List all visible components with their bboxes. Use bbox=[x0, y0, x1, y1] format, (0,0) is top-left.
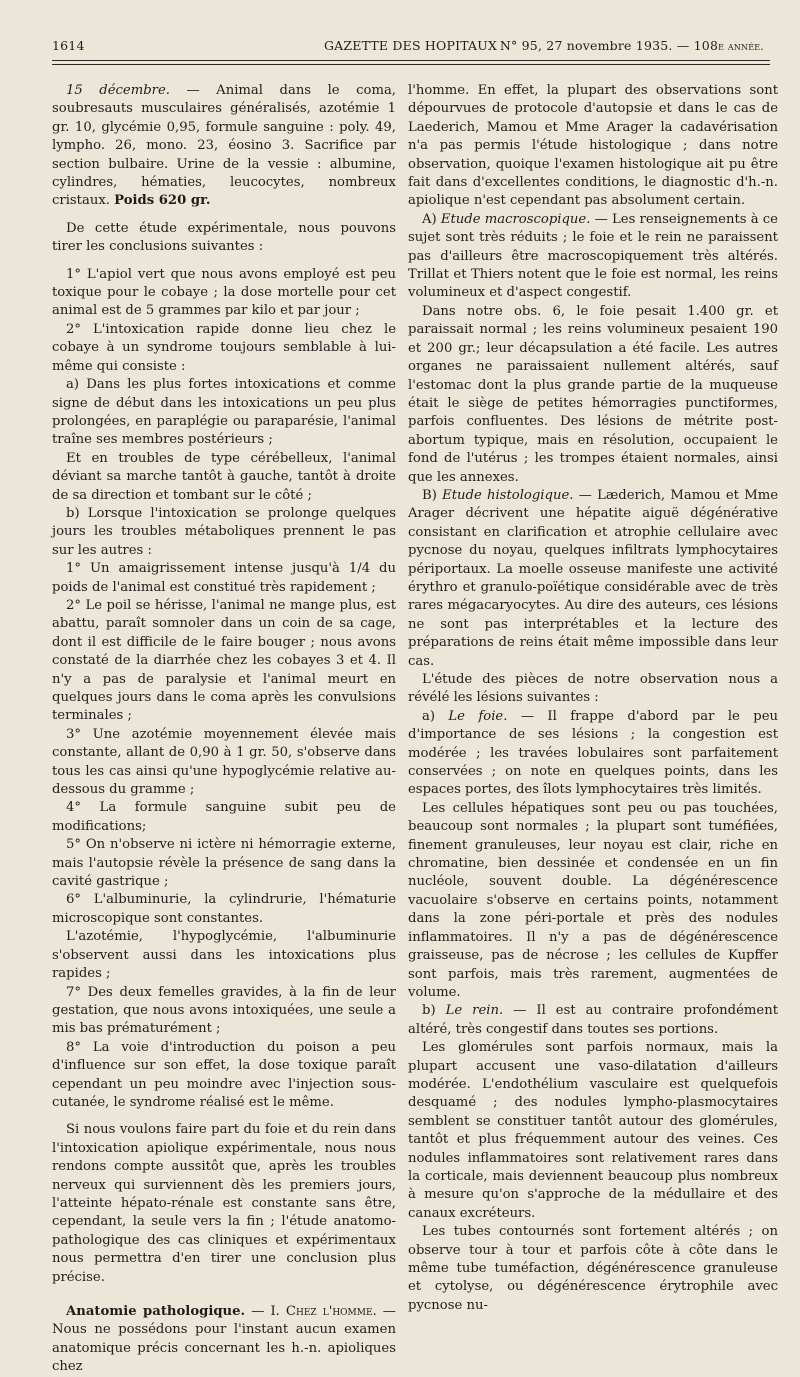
paragraph: Dans notre obs. 6, le foie pesait 1.400 gr. et paraissait normal ; les reins volumineux pesaient 190 et 200 gr.; leur décapsulation a été facile. Les autres organes ne paraissaient nullement altérés, sauf l'estomac dont la plus grande partie de la muqueuse était le siège de petites hémorragies punctiformes, parfois confluentes. Des lésions de métrite post-abortum typique, mais en résolution, occupaient le fond de l'utérus ; les trompes étaient normales, ainsi que les annexes. bbox=[408, 303, 778, 485]
paragraph bbox=[408, 708, 778, 800]
paragraph: Les cellules hépatiques sont peu ou pas touchées, beaucoup sont normales ; la plupart sont tuméfiées, finement granuleuses, leur noyau est clair, riche en chromatine, bien dessinée et condensée en un fin nucléole, souvent double. La dégénérescence vacuolaire s'observe en certains points, notamment dans la zone péri-portale et près des nodules inflammatoires. Il n'y a pas de dégénérescence graisseuse, pas de nécrose ; les cellules de Kupffer sont parfois, mais très rarement, augmentées de volume. bbox=[408, 800, 778, 1000]
paragraph-text: — Nous ne possédons pour l'instant aucun examen anatomique précis concernant les h.-n. apioliques chez bbox=[52, 1304, 396, 1375]
paragraph: 2° Le poil se hérisse, l'animal ne mange plus, est abattu, paraît somnoler dans un coin de sa cage, dont il est difficile de le faire bouger ; nous avons constaté de la diarrhée chez les cobayes 3 et 4. Il n'y a pas de paralysie et l'animal meurt en quelques jours dans le coma après les convulsions terminales ; bbox=[52, 597, 396, 724]
paragraph: 6° L'albuminurie, la cylindrurie, l'hématurie microscopique sont constantes. bbox=[52, 892, 396, 926]
right-column bbox=[408, 82, 778, 1315]
issue-year-suffix: e année. bbox=[718, 40, 764, 53]
paragraph-text: — Animal dans le coma, soubresauts musculaires généralisés, azotémie 1 gr. 10, glycémie 0,95, formule sanguine : poly. 49, lympho. 26, mono. 23, éosino 3. Sacrifice par section bulbaire. Urine de la vessie : albumine, cylindres, hématies, leucocytes, nombreux cristaux. bbox=[52, 83, 396, 209]
paragraph: Et en troubles de type cérébelleux, l'animal déviant sa marche tantôt à gauche, tantôt à droite de sa direction et tombant sur le côté ; bbox=[52, 450, 396, 503]
item-label: b) bbox=[422, 1003, 446, 1019]
paragraph-text: — Il frappe d'abord par le peu d'importance de ses lésions ; la congestion est modérée ; les travées lobulaires sont parfaitement conservées ; on note en quelques points, dans les espaces portes, des îlots lymphocytaires très limités. bbox=[408, 708, 778, 798]
paragraph: b) Lorsque l'intoxication se prolonge quelques jours les troubles métaboliques prennent le pas sur les autres : bbox=[52, 505, 396, 558]
issue-info bbox=[500, 38, 764, 53]
weight-label: Poids 620 gr. bbox=[114, 193, 211, 209]
section-heading: Anatomie pathologique. bbox=[66, 1304, 246, 1319]
left-column bbox=[52, 82, 396, 1377]
paragraph: Les glomérules sont parfois normaux, mais la plupart accusent une vaso-dilatation d'ailleurs modérée. L'endothélium vasculaire est quelquefois desquamé ; des nodules lympho-plasmocytaires semblent se constituer tantôt autour des glomérules, tantôt et plus fréquemment autour des veines. Ces nodules inflammatoires sont relativement rares dans la corticale, mais deviennent beaucoup plus nombreux à mesure qu'on s'approche de la médullaire et des canaux excréteurs. bbox=[408, 1040, 778, 1221]
paragraph: 1° L'apiol vert que nous avons employé est peu toxique pour le cobaye ; la dose mortelle pour cet animal est de 5 grammes par kilo et par jour ; bbox=[52, 266, 396, 319]
paragraph-text: — Les renseignements à ce sujet sont très réduits ; le foie et le rein ne paraissent pas d'ailleurs être macroscopiquement très altérés. Trillat et Thiers notent que le foie est normal, les reins volumineux et d'aspect congestif. bbox=[408, 211, 778, 301]
paragraph: 7° Des deux femelles gravides, à la fin de leur gestation, que nous avons intoxiquées, une seule a mis bas prématurément ; bbox=[52, 984, 396, 1037]
paragraph bbox=[408, 211, 778, 303]
paragraph-text: — Il est au contraire profondément altéré, très congestif dans toutes ses portions. bbox=[408, 1003, 778, 1037]
item-label: B) bbox=[422, 487, 443, 503]
section-heading-paragraph bbox=[52, 1303, 396, 1377]
subsection-title: Etude macroscopique. bbox=[440, 211, 591, 227]
paragraph: Si nous voulons faire part du foie et du rein dans l'intoxication apiolique expérimentale, nous nous rendons compte aussitôt que, après les troubles nerveux qui surviennent dès les premiers jours, l'atteinte hépato-rénale est constante sans être, cependant, la seule vers la fin ; l'étude anatomo-pathologique des cas cliniques et expérimentaux nous permettra d'en tirer une conclusion plus précise. bbox=[52, 1122, 396, 1285]
paragraph bbox=[52, 82, 396, 211]
journal-title: GAZETTE DES HOPITAUX bbox=[324, 38, 498, 53]
item-label: A) bbox=[422, 211, 441, 227]
paragraph bbox=[408, 1002, 778, 1039]
subsection-title: Etude histologique. bbox=[442, 487, 574, 503]
paragraph: a) Dans les plus fortes intoxications et comme signe de début dans les intoxications un peu plus prolongées, en paraplégie ou paraparésie, l'animal traîne ses membres postérieurs ; bbox=[52, 377, 396, 448]
subsection-heading: Chez l'homme. bbox=[285, 1304, 377, 1319]
header-rule-bottom bbox=[52, 64, 770, 65]
paragraph: Les tubes contournés sont fortement altérés ; on observe tour à tour et parfois côte à côte dans le même tube tuméfaction, dégénérescence granuleuse et cytolyse, ou dégénérescence érytrophile avec pycnose nu- bbox=[408, 1224, 778, 1313]
page-number: 1614 bbox=[52, 38, 85, 53]
paragraph: 3° Une azotémie moyennement élevée mais constante, allant de 0,90 à 1 gr. 50, s'observe dans tous les cas ainsi qu'une hypoglycémie relative au-dessous du gramme ; bbox=[52, 726, 396, 798]
header-rule-top bbox=[52, 60, 770, 61]
paragraph-text: — Læderich, Mamou et Mme Arager décrivent une hépatite aiguë dégénérative consistant en clarification et atrophie cellulaire avec pycnose du noyau, quelques infiltrats lymphocytaires périportaux. La moelle osseuse manifeste une activité érythro et granulo-poïétique considérable avec de très rares mégacaryocytes. Au dire des auteurs, ces lésions ne sont pas interprétables et la lecture des préparations de reins était même impossible dans leur cas. bbox=[408, 487, 779, 669]
issue-text: N° 95, 27 novembre 1935. — 108 bbox=[499, 38, 719, 53]
paragraph: 4° La formule sanguine subit peu de modifications; bbox=[52, 800, 396, 834]
paragraph: L'étude des pièces de notre observation nous a révélé les lésions suivantes : bbox=[408, 672, 778, 706]
heading-dash: — I. bbox=[245, 1304, 286, 1319]
item-label: a) bbox=[422, 708, 449, 724]
paragraph: De cette étude expérimentale, nous pouvons tirer les conclusions suivantes : bbox=[52, 220, 396, 255]
subsection-title: Le foie. bbox=[448, 708, 508, 724]
paragraph: 1° Un amaigrissement intense jusqu'à 1/4 du poids de l'animal est constitué très rapidement ; bbox=[52, 561, 396, 595]
paragraph: 8° La voie d'introduction du poison a peu d'influence sur son effet, la dose toxique paraît cependant un peu moindre avec l'injection sous-cutanée, le syndrome réalisé est le même. bbox=[52, 1039, 396, 1110]
paragraph: L'azotémie, l'hypoglycémie, l'albuminurie s'observent aussi dans les intoxications plus rapides ; bbox=[52, 929, 396, 982]
paragraph: 5° On n'observe ni ictère ni hémorragie externe, mais l'autopsie révèle la présence de sang dans la cavité gastrique ; bbox=[52, 837, 396, 890]
subsection-title: Le rein. bbox=[445, 1003, 504, 1019]
paragraph: 2° L'intoxication rapide donne lieu chez le cobaye à un syndrome toujours semblable à lui-même qui consiste : bbox=[52, 321, 396, 374]
running-header bbox=[52, 34, 770, 56]
date-label: 15 décembre. bbox=[66, 83, 170, 98]
paragraph bbox=[408, 487, 778, 671]
paragraph: l'homme. En effet, la plupart des observations sont dépourvues de protocole d'autopsie et dans le cas de Laederich, Mamou et Mme Arager la cadavérisation n'a pas permis l'étude histologique ; dans notre observation, quoique l'examen histologique ait pu être fait dans d'excellentes conditions, le diagnostic d'h.-n. apiolique n'est cependant pas absolument certain. bbox=[408, 83, 778, 209]
